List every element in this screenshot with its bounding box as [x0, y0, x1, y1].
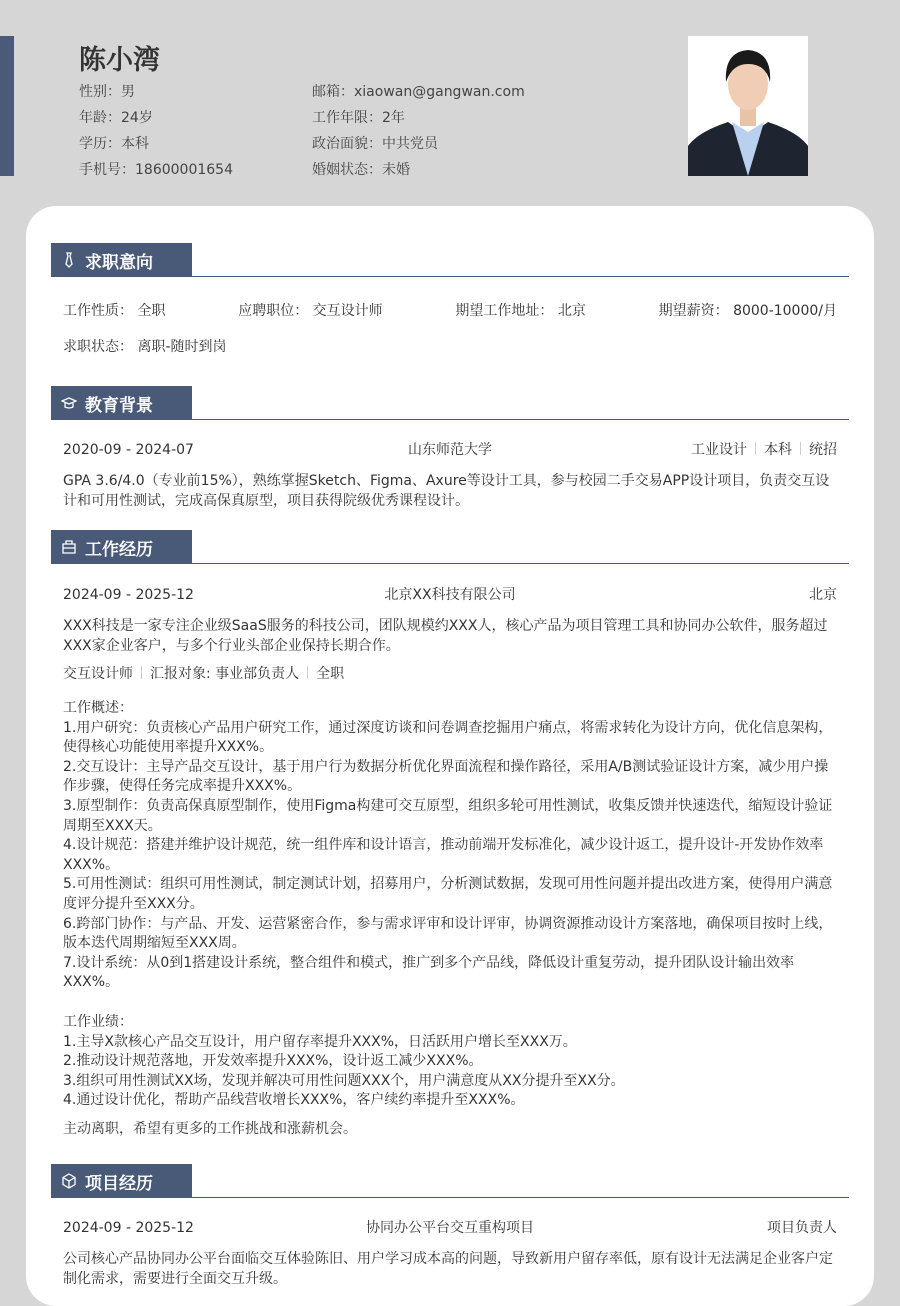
info-years: 工作年限：2年 — [312, 110, 405, 126]
tie-icon — [61, 252, 77, 268]
intent-type: 工作性质： 全职 — [63, 303, 166, 319]
school-name: 山东师范大学 — [408, 442, 492, 458]
accent-bar — [0, 36, 14, 176]
project-date: 2024-09 - 2025-12 — [63, 1220, 194, 1236]
education-tags: 工业设计 本科 统招 — [691, 442, 837, 458]
candidate-name: 陈小湾 — [79, 45, 160, 76]
company-intro: XXX科技是一家专注企业级SaaS服务的科技公司，团队规模约XXX人，核心产品为项目管理工具和协同办公软件，服务超过XXX家企业客户，与多个行业头部企业保持长期合作。 — [63, 618, 828, 654]
section-work — [51, 530, 849, 1139]
graduation-cap-icon — [61, 395, 77, 411]
intent-row — [63, 301, 837, 321]
section-education — [51, 386, 849, 511]
work-row — [63, 585, 837, 605]
education-date: 2020-09 - 2024-07 — [63, 442, 194, 458]
section-header — [51, 243, 849, 277]
section-title: 项目经历 — [85, 1173, 153, 1194]
section-title: 工作经历 — [85, 539, 153, 560]
intent-salary: 期望薪资： 8000-10000/月 — [658, 303, 837, 319]
cube-icon — [61, 1173, 77, 1189]
work-tags: 交互设计师 汇报对象: 事业部负责人 全职 — [63, 666, 345, 682]
project-row — [63, 1218, 837, 1238]
profile-photo — [688, 36, 808, 176]
briefcase-icon — [61, 539, 77, 555]
section-job-intent — [51, 243, 849, 357]
education-row — [63, 440, 837, 460]
project-desc: 公司核心产品协同办公平台面临交互体验陈旧、用户学习成本高的问题，导致新用户留存率低，原有设计无法满足企业客户定制化需求，需要进行全面交互升级。 — [63, 1251, 833, 1287]
section-header — [51, 530, 849, 564]
info-education: 学历：本科 — [79, 136, 149, 152]
basic-info-left — [79, 79, 233, 183]
info-gender: 性别：男 — [79, 84, 135, 100]
section-project — [51, 1164, 849, 1289]
work-city: 北京 — [809, 587, 837, 603]
section-header — [51, 1164, 849, 1198]
intent-position: 应聘职位： 交互设计师 — [238, 303, 383, 319]
work-date: 2024-09 - 2025-12 — [63, 587, 194, 603]
project-name: 协同办公平台交互重构项目 — [366, 1220, 534, 1236]
company-name: 北京XX科技有限公司 — [384, 587, 516, 603]
intent-status: 求职状态： 离职-随时到岗 — [63, 339, 227, 355]
work-overview: 工作概述： 1.用户研究：负责核心产品用户研究工作，通过深度访谈和问卷调查挖掘用户痛点，将需求转化为设计方向，优化信息架构，使得核心功能使用率提升XXX%。 2.交互设计：主导产品交互设计，基于用户行为数据分析优化界面流程和操作路径，采用A/B测试验证设计方案，减少用户操作步骤，使得任务完成率提升XXX%。 3.原型制作：负责高保真原型制作，使用Figma构建可交互原型，组织多轮可用性测试，收集反馈并快速迭代，缩短设计验证周期至XXX天。 4.设计规范：搭建并维护设计规范，统一组件库和设计语言，推动前端开发标准化，减少设计返工，提升设计-开发协作效率XXX%。 5.可用性测试：组织可用性测试，制定测试计划，招募用户，分析测试数据，发现可用性问题并提出改进方案，使得用户满意度评分提升至XXX分。 6.跨部门协作：与产品、开发、运营紧密合作，参与需求评审和设计评审，协调资源推动设计方案落地，确保项目按时上线，版本迭代周期缩短至XXX周。 7.设计系统：从0到1搭建设计系统，整合组件和模式，推广到多个产品线，降低设计重复劳动，提升团队设计输出效率XXX%。 — [63, 700, 833, 991]
info-email: 邮箱：xiaowan@gangwan.com — [312, 84, 525, 100]
info-marital: 婚姻状态：未婚 — [312, 162, 410, 178]
section-title: 求职意向 — [85, 252, 153, 273]
leave-reason: 主动离职，希望有更多的工作挑战和涨薪机会。 — [63, 1120, 357, 1137]
intent-location: 期望工作地址： 北京 — [455, 303, 586, 319]
work-results: 工作业绩： 1.主导X款核心产品交互设计，用户留存率提升XXX%，日活跃用户增长至XXX万。 2.推动设计规范落地，开发效率提升XXX%，设计返工减少XXX%。 3.组织可用性测试XX场，发现并解决可用性问题XXX个，用户满意度从XX分提升至XX分。 4.通过设计优化，帮助产品线营收增长XXX%，客户续约率提升至XXX%。 — [63, 1013, 625, 1109]
education-desc: GPA 3.6/4.0（专业前15%），熟练掌握Sketch、Figma、Axure等设计工具，参与校园二手交易APP设计项目，负责交互设计和可用性测试，完成高保真原型，项目获得院级优秀课程设计。 — [63, 473, 830, 509]
info-phone: 手机号：18600001654 — [79, 162, 233, 178]
section-header — [51, 386, 849, 420]
project-role: 项目负责人 — [767, 1220, 837, 1236]
info-age: 年龄：24岁 — [79, 110, 153, 126]
info-political: 政治面貌：中共党员 — [312, 136, 438, 152]
section-title: 教育背景 — [85, 395, 153, 416]
basic-info-right — [312, 79, 525, 183]
